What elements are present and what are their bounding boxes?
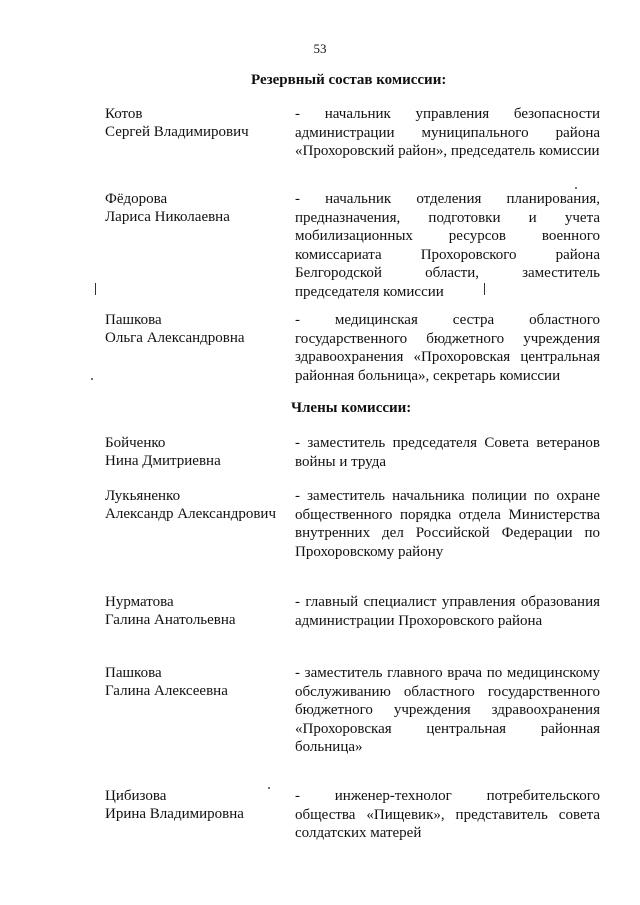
scan-dot bbox=[91, 378, 93, 380]
member-name bbox=[105, 311, 285, 347]
member-given-names: Лариса Николаевна bbox=[105, 209, 230, 225]
member-given-names: Александр Александрович bbox=[105, 506, 276, 522]
member-surname: Цибизова bbox=[105, 788, 167, 804]
member-position: - заместитель начальника полиции по охране общественного порядка отдела Министерства внутренних дел Российской Федерации по Прохоровскому району bbox=[295, 488, 600, 560]
member-name bbox=[105, 593, 285, 629]
member-surname: Лукьяненко bbox=[105, 488, 181, 504]
scan-dot bbox=[268, 787, 270, 789]
member-surname: Бойченко bbox=[105, 435, 166, 451]
member-surname: Котов bbox=[105, 106, 143, 122]
member-position: - инженер-технолог потребительского общества «Пищевик», представитель совета солдатских матерей bbox=[295, 788, 600, 842]
page-number: 53 bbox=[313, 41, 327, 56]
scan-dot bbox=[575, 187, 577, 189]
member-position: - начальник отделения планирования, предназначения, подготовки и учета мобилизационных ресурсов военного комиссариата Прохоровского района Белгородской области, заместитель председателя комиссии bbox=[295, 191, 600, 300]
scan-mark bbox=[95, 283, 96, 295]
member-position: - заместитель председателя Совета ветеранов войны и труда bbox=[295, 435, 600, 470]
member-name bbox=[105, 105, 285, 141]
member-surname: Нурматова bbox=[105, 594, 174, 610]
members-section-title: Члены комиссии: bbox=[291, 400, 412, 416]
member-surname: Фёдорова bbox=[105, 191, 168, 207]
member-position: - заместитель главного врача по медицинскому обслуживанию областного государственного бюджетного учреждения здравоохранения «Прохоровская центральная районная больница» bbox=[295, 665, 600, 756]
member-name bbox=[105, 190, 285, 226]
member-name bbox=[105, 434, 285, 470]
member-position: - медицинская сестра областного государственного бюджетного учреждения здравоохранения «Прохоровская центральная районная больница», секретарь комиссии bbox=[295, 312, 600, 384]
reserve-section-title: Резервный состав комиссии: bbox=[251, 72, 447, 88]
member-surname: Пашкова bbox=[105, 312, 162, 328]
scan-mark bbox=[484, 283, 485, 295]
member-given-names: Ольга Александровна bbox=[105, 330, 245, 346]
member-name bbox=[105, 787, 285, 823]
member-position: - главный специалист управления образования администрации Прохоровского района bbox=[295, 594, 600, 629]
member-name bbox=[105, 664, 285, 700]
member-position: - начальник управления безопасности администрации муниципального района «Прохоровский район», председатель комиссии bbox=[295, 106, 600, 160]
member-surname: Пашкова bbox=[105, 665, 162, 681]
member-given-names: Галина Алексеевна bbox=[105, 683, 228, 699]
member-given-names: Сергей Владимирович bbox=[105, 124, 249, 140]
member-given-names: Нина Дмитриевна bbox=[105, 453, 221, 469]
member-given-names: Ирина Владимировна bbox=[105, 806, 244, 822]
member-name bbox=[105, 487, 285, 523]
member-given-names: Галина Анатольевна bbox=[105, 612, 236, 628]
